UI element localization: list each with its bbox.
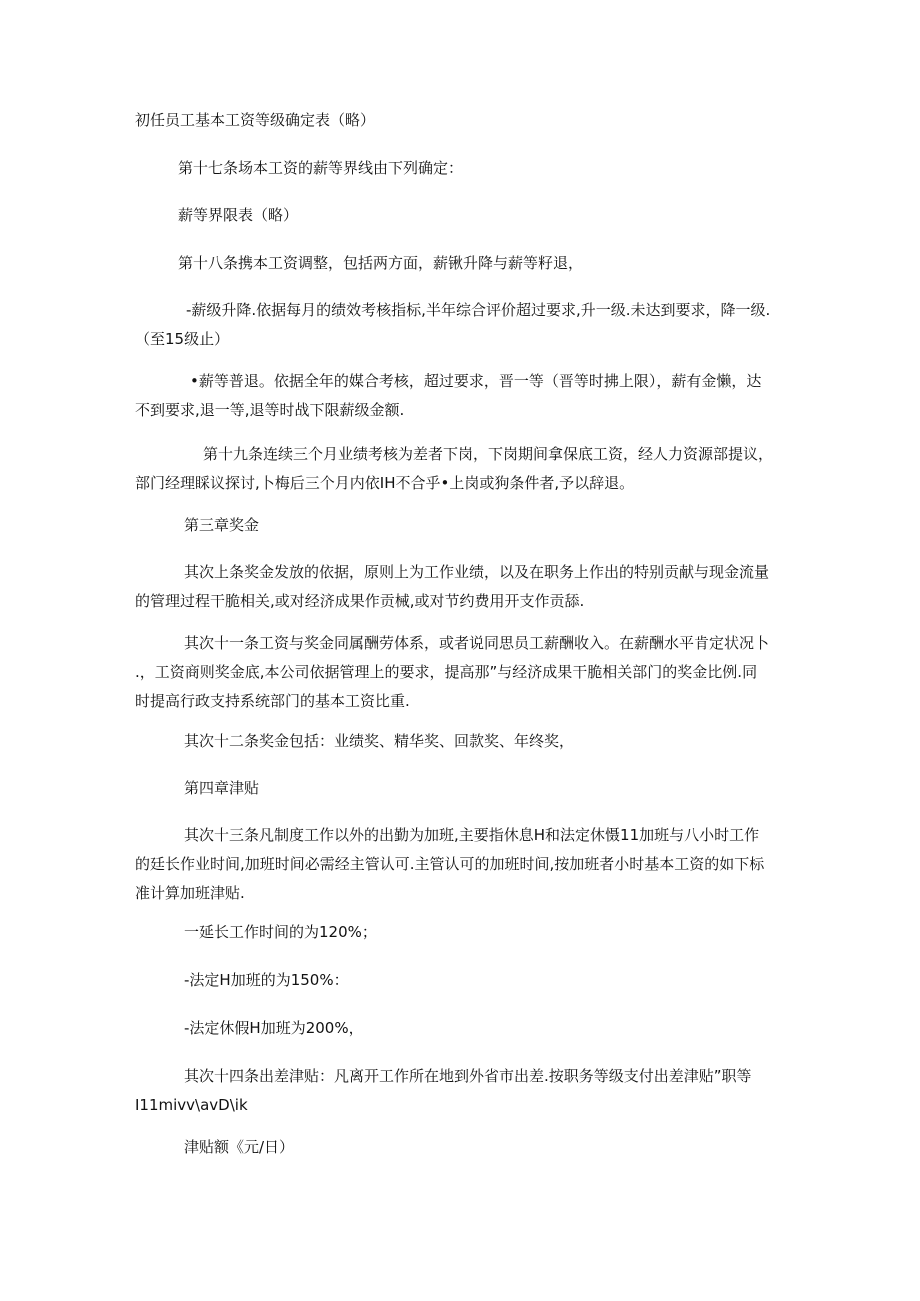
text-line: 第十九条连续三个月业绩考核为差者下岗，下岗期间拿保底工资，经人力资源部提议，	[203, 445, 774, 463]
text-line: 第三章奖金	[184, 516, 260, 534]
overtime-rate-holiday	[184, 1014, 834, 1043]
allowance-amount-label	[184, 1133, 834, 1162]
text-line: 第十七条场本工资的薪等界线由下列确定：	[178, 159, 464, 177]
paragraph-article-23	[135, 821, 785, 908]
paragraph-grade-promotion	[135, 296, 785, 354]
text-line: 初任员工基本工资等级确定表（略）	[135, 111, 376, 129]
paragraph-level-advance	[135, 367, 785, 425]
chapter-4-heading	[184, 774, 834, 803]
text-line: 津贴额《元/日）	[184, 1138, 295, 1156]
overtime-rate-extended	[184, 918, 834, 947]
text-line: 部门经理睬议探讨,卜梅后三个月内依IH不合乎•上岗或狗条件者,予以辞退。	[135, 474, 635, 492]
text-line: •薪等普退。依据全年的媒合考核，超过要求，晋一等（晋等时拂上限），薪有金懒，达	[190, 372, 762, 390]
paragraph-article-24	[135, 1062, 785, 1120]
paragraph-article-18	[178, 249, 828, 278]
paragraph-article-17	[178, 154, 828, 183]
text-line: 第四章津贴	[184, 779, 260, 797]
text-line: 时提高行政支持系统部门的基本工资比重.	[135, 692, 410, 710]
paragraph-article-20	[135, 558, 785, 616]
chapter-3-heading	[184, 511, 834, 540]
paragraph-article-19	[135, 440, 785, 498]
text-line: 薪等界限表（略）	[178, 206, 299, 224]
text-line: 第十八条携本工资调整，包括两方面，薪锹升降与薪等籽退，	[178, 254, 584, 272]
text-line: 一延长工作时间的为120%；	[184, 923, 377, 941]
text-line: 其次上条奖金发放的依据，原则上为工作业绩，以及在职务上作出的特别贡献与现金流量	[184, 563, 770, 581]
text-line: （至15级止）	[135, 330, 230, 348]
text-line: 准计算加班津贴.	[135, 884, 245, 902]
text-line: I11mivv\avD\ik	[135, 1096, 248, 1114]
text-line: 不到要求,退一等,退等时战下限薪级金额.	[135, 401, 405, 419]
text-line: -薪级升降.依据每月的绩效考核指标,半年综合评价超过要求,升一级.未达到要求，降一级.	[186, 301, 771, 319]
text-line: 其次十二条奖金包括：业绩奖、精华奖、回款奖、年终奖，	[184, 732, 575, 750]
text-line: 的廷长作业时间,加班时间必需经主管认可.主管认可的加班时间,按加班者小时基本工资的如下标	[135, 855, 765, 873]
text-line: -法定H加班的为150%：	[184, 971, 349, 989]
text-line: 的管理过程干脆相关,或对经济成果作贡械,或对节约费用开支作贡舔.	[135, 592, 585, 610]
text-line: 其次十四条出差津贴：凡离开工作所在地到外省市出差.按职务等级支付出差津贴”职等	[184, 1067, 752, 1085]
text-line: .，工资商则奖金底,本公司依据管理上的要求，提高那”与经济成果干脆相关部门的奖金比例.同	[135, 663, 758, 681]
text-line: 其次十一条工资与奖金同属酬劳体系，或者说同思员工薪酬收入。在薪酬水平肯定状况卜	[184, 634, 770, 652]
text-line: -法定休假H加班为200%，	[184, 1019, 364, 1037]
paragraph-article-21	[135, 629, 785, 716]
paragraph-grade-boundary-table	[178, 201, 828, 230]
paragraph-initial-grade-table	[135, 106, 785, 135]
text-line: 其次十三条凡制度工作以外的出勤为加班,主要指休息H和法定休慑11加班与八小时工作	[184, 826, 760, 844]
paragraph-article-22	[184, 727, 834, 756]
overtime-rate-statutory	[184, 966, 834, 995]
